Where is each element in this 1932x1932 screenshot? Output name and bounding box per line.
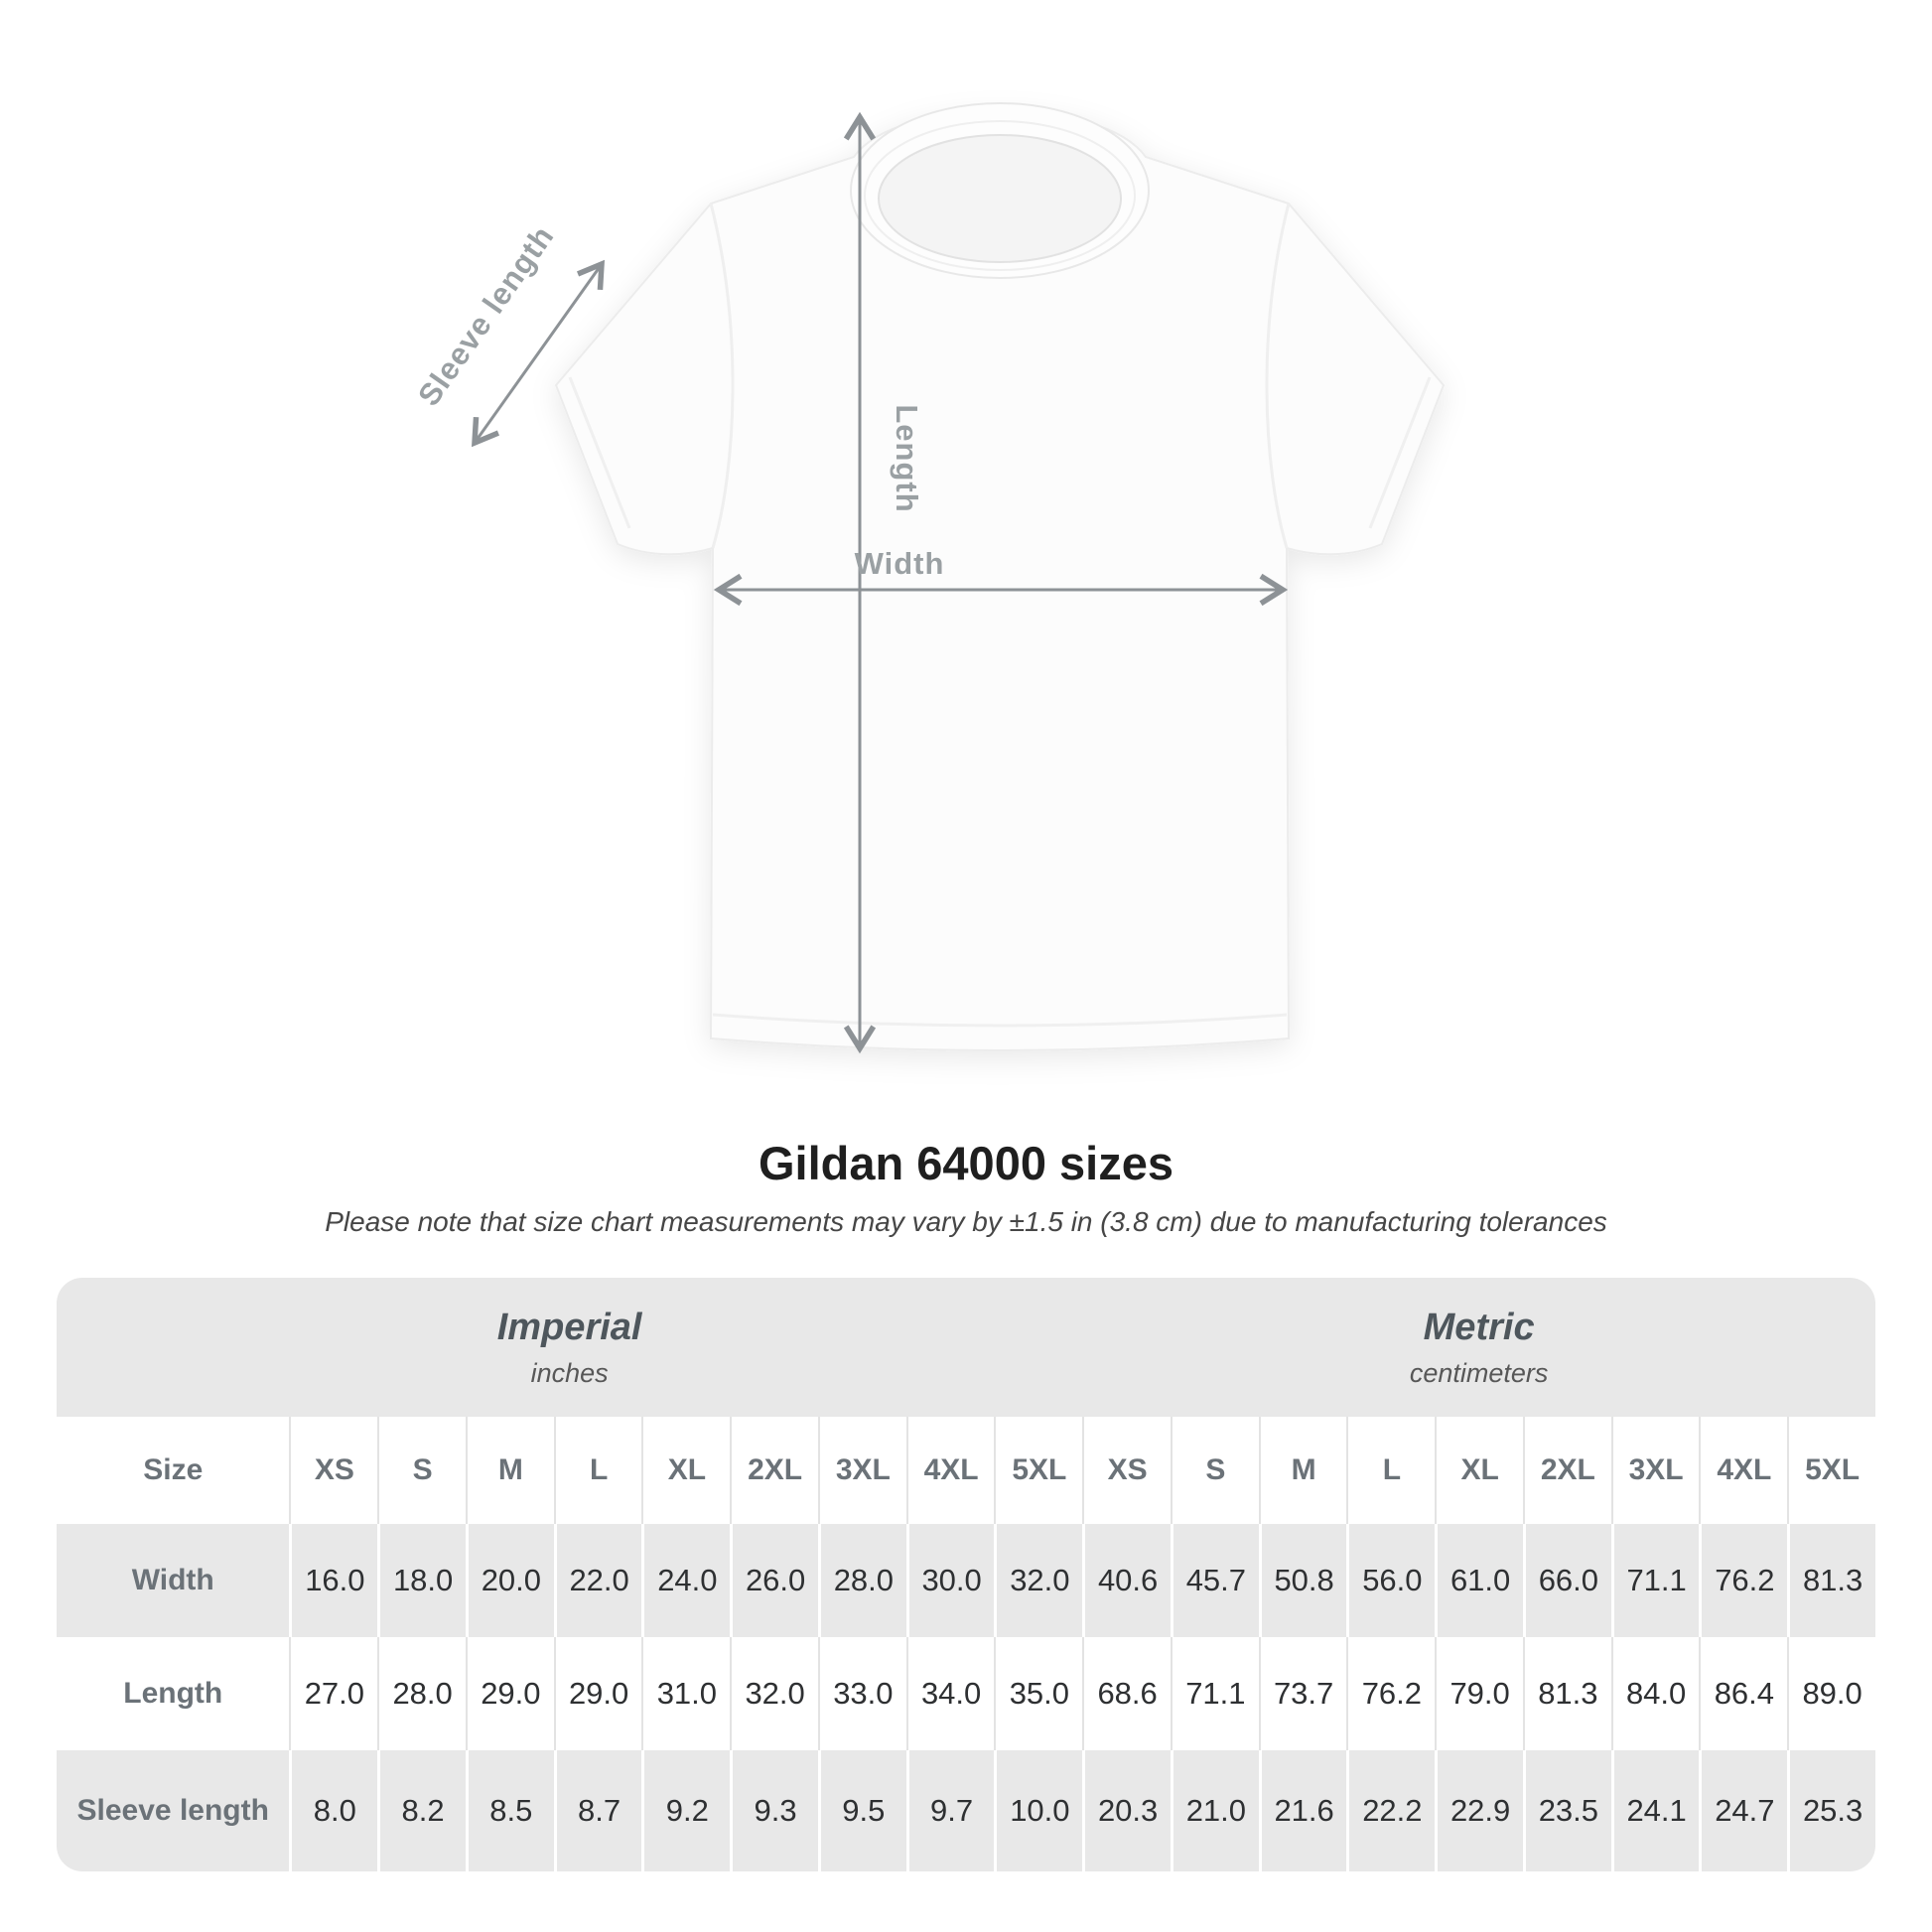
measurement-cell: 9.5 — [818, 1750, 906, 1871]
measurement-cell: 20.3 — [1082, 1750, 1171, 1871]
size-header-row — [57, 1417, 1875, 1524]
metric-group-label: Metric — [1423, 1306, 1535, 1348]
imperial-group-label: Imperial — [496, 1306, 642, 1348]
sleeve-length-label: Sleeve length — [411, 218, 561, 413]
measurement-cell: 28.0 — [377, 1637, 466, 1750]
measurement-cell: 29.0 — [466, 1637, 554, 1750]
measurement-cell: 31.0 — [641, 1637, 730, 1750]
row-label: Length — [57, 1637, 289, 1750]
measurement-cell: 61.0 — [1435, 1524, 1523, 1637]
measurement-cell: 86.4 — [1699, 1637, 1787, 1750]
measurement-cell: 40.6 — [1082, 1524, 1171, 1637]
metric-group-unit: centimeters — [1409, 1357, 1549, 1388]
measurement-cell: 32.0 — [994, 1524, 1082, 1637]
measurement-cell: 81.3 — [1787, 1524, 1875, 1637]
size-header-cell: S — [377, 1417, 466, 1524]
measurement-cell: 24.7 — [1699, 1750, 1787, 1871]
table-row — [57, 1750, 1875, 1871]
measurement-cell: 71.1 — [1611, 1524, 1700, 1637]
size-header-cell: XL — [1435, 1417, 1523, 1524]
measurement-cell: 23.5 — [1523, 1750, 1611, 1871]
measurement-cell: 9.3 — [730, 1750, 818, 1871]
measurement-cell: 27.0 — [289, 1637, 377, 1750]
measurement-cell: 89.0 — [1787, 1637, 1875, 1750]
measurement-cell: 20.0 — [466, 1524, 554, 1637]
measurement-cell: 24.1 — [1611, 1750, 1700, 1871]
row-label: Sleeve length — [57, 1750, 289, 1871]
size-header-cell: XS — [1082, 1417, 1171, 1524]
size-header-cell: M — [1259, 1417, 1347, 1524]
measurement-cell: 28.0 — [818, 1524, 906, 1637]
measurement-cell: 34.0 — [906, 1637, 995, 1750]
measurement-cell: 25.3 — [1787, 1750, 1875, 1871]
measurement-cell: 10.0 — [994, 1750, 1082, 1871]
measurement-cell: 22.0 — [554, 1524, 642, 1637]
size-header-cell: 3XL — [818, 1417, 906, 1524]
table-row — [57, 1524, 1875, 1637]
measurement-cell: 76.2 — [1699, 1524, 1787, 1637]
size-column-header: Size — [57, 1417, 289, 1524]
imperial-group — [57, 1278, 1082, 1417]
measurement-cell: 66.0 — [1523, 1524, 1611, 1637]
metric-group — [1082, 1278, 1875, 1417]
measurement-cell: 26.0 — [730, 1524, 818, 1637]
size-header-cell: 2XL — [730, 1417, 818, 1524]
size-header-cell: S — [1171, 1417, 1259, 1524]
row-label: Width — [57, 1524, 289, 1637]
measurement-cell: 9.7 — [906, 1750, 995, 1871]
measurement-cell: 18.0 — [377, 1524, 466, 1637]
size-header-cell: 4XL — [1699, 1417, 1787, 1524]
collar-opening — [879, 135, 1121, 262]
measurement-cell: 29.0 — [554, 1637, 642, 1750]
size-header-cell: 5XL — [1787, 1417, 1875, 1524]
measurement-cell: 76.2 — [1346, 1637, 1435, 1750]
measurement-cell: 8.5 — [466, 1750, 554, 1871]
size-header-cell: L — [554, 1417, 642, 1524]
length-label: Length — [890, 404, 924, 513]
measurement-cell: 8.2 — [377, 1750, 466, 1871]
measurement-cell: 33.0 — [818, 1637, 906, 1750]
page-title: Gildan 64000 sizes — [758, 1137, 1174, 1189]
measurement-cell: 30.0 — [906, 1524, 995, 1637]
measurement-cell: 32.0 — [730, 1637, 818, 1750]
measurement-cell: 21.0 — [1171, 1750, 1259, 1871]
measurement-cell: 71.1 — [1171, 1637, 1259, 1750]
size-table-body — [57, 1524, 1875, 1871]
table-row — [57, 1637, 1875, 1750]
measurement-cell: 21.6 — [1259, 1750, 1347, 1871]
size-header-cell: XS — [289, 1417, 377, 1524]
unit-group-header — [57, 1278, 1875, 1417]
measurement-cell: 50.8 — [1259, 1524, 1347, 1637]
size-header-cell: 2XL — [1523, 1417, 1611, 1524]
measurement-cell: 56.0 — [1346, 1524, 1435, 1637]
imperial-group-unit: inches — [530, 1357, 609, 1388]
tshirt-shape — [556, 103, 1444, 1050]
measurement-cell: 16.0 — [289, 1524, 377, 1637]
measurement-cell: 8.0 — [289, 1750, 377, 1871]
measurement-cell: 24.0 — [641, 1524, 730, 1637]
size-table-container — [57, 1278, 1875, 1871]
measurement-cell: 35.0 — [994, 1637, 1082, 1750]
tolerance-note: Please note that size chart measurements may vary by ±1.5 in (3.8 cm) due to manufacturing tolerances — [325, 1206, 1607, 1237]
size-header-cell: 5XL — [994, 1417, 1082, 1524]
measurement-cell: 81.3 — [1523, 1637, 1611, 1750]
measurement-cell: 8.7 — [554, 1750, 642, 1871]
size-header-cell: 4XL — [906, 1417, 995, 1524]
size-table — [57, 1417, 1875, 1871]
measurement-cell: 22.2 — [1346, 1750, 1435, 1871]
measurement-cell: 45.7 — [1171, 1524, 1259, 1637]
width-label: Width — [854, 546, 945, 581]
measurement-cell: 9.2 — [641, 1750, 730, 1871]
measurement-cell: 22.9 — [1435, 1750, 1523, 1871]
size-header-cell: M — [466, 1417, 554, 1524]
measurement-cell: 84.0 — [1611, 1637, 1700, 1750]
measurement-cell: 79.0 — [1435, 1637, 1523, 1750]
size-header-cell: 3XL — [1611, 1417, 1700, 1524]
measurement-cell: 73.7 — [1259, 1637, 1347, 1750]
measurement-cell: 68.6 — [1082, 1637, 1171, 1750]
size-header-cell: L — [1346, 1417, 1435, 1524]
size-header-cell: XL — [641, 1417, 730, 1524]
